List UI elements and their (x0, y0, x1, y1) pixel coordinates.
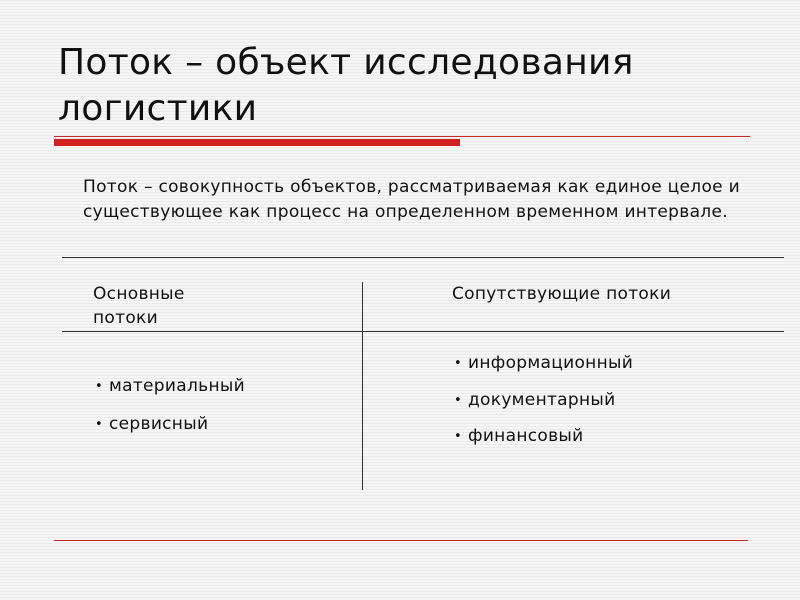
right-column-header: Сопутствующие потоки (452, 284, 672, 304)
title-rule-thick (54, 139, 460, 146)
list-item: • финансовый (454, 426, 584, 446)
list-item: • информационный (454, 353, 634, 373)
title-line-1: Поток – объект исследования (58, 42, 634, 83)
left-column-header: Основные потоки (93, 284, 185, 328)
footer-rule (54, 540, 748, 541)
slide-title (58, 40, 778, 132)
table-column-divider (362, 282, 363, 490)
table-top-rule (62, 257, 784, 258)
list-item: • материальный (95, 376, 245, 396)
list-item: • документарный (454, 390, 616, 410)
list-item: • сервисный (95, 414, 209, 434)
bullet-icon: • (454, 429, 462, 444)
bullet-icon: • (454, 393, 462, 408)
table-header-rule (62, 331, 784, 332)
bullet-icon: • (95, 417, 103, 432)
bullet-icon: • (454, 356, 462, 371)
title-rule-thin (54, 136, 750, 137)
definition-text: Поток – совокупность объектов, рассматриваемая как единое целое и существующее как процесс на определенном временном интервале. (83, 177, 740, 222)
title-line-2: логистики (58, 88, 258, 129)
bullet-icon: • (95, 379, 103, 394)
